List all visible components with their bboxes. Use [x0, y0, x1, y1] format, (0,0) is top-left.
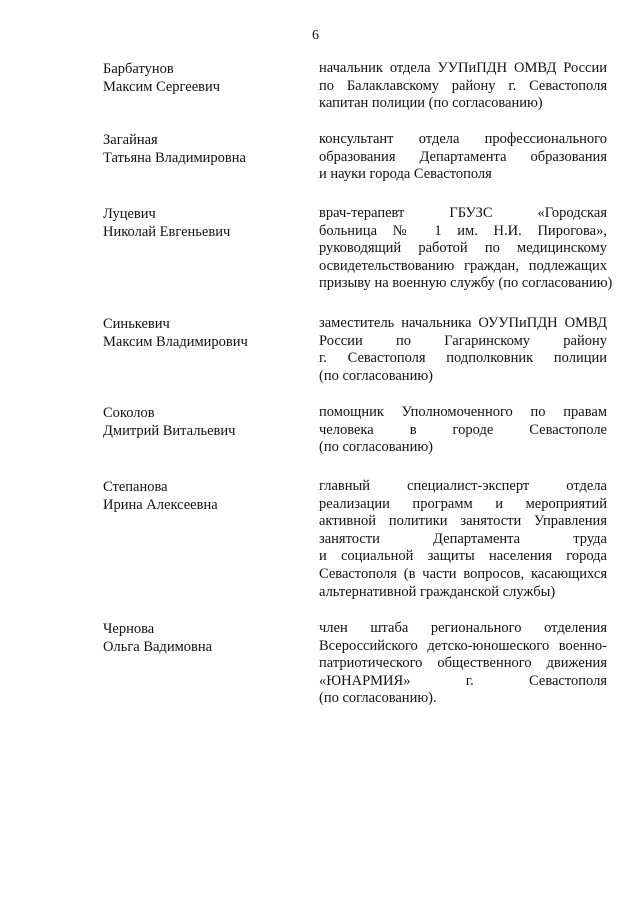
position-line: призыву на военную службу (по согласованию): [319, 275, 613, 292]
member-surname: Соколов: [103, 405, 155, 421]
position-line: занятости Департамента труда: [319, 530, 607, 547]
position-line: член штаба регионального отделения: [319, 620, 607, 636]
member-surname: Луцевич: [103, 206, 156, 222]
position-line: по Балаклавскому району г. Севастополя: [319, 77, 607, 94]
position-line: помощник Уполномоченного по правам: [319, 404, 607, 420]
page-number: 6: [312, 28, 319, 43]
position-line: образования Департамента образования: [319, 148, 607, 165]
position-line: (по согласованию).: [319, 690, 437, 707]
position-line: консультант отдела профессионального: [319, 131, 607, 147]
position-line: патриотического общественного движения: [319, 655, 607, 672]
member-given-names: Максим Сергеевич: [103, 79, 221, 95]
member-name: [103, 60, 303, 96]
member-surname: Загайная: [103, 132, 158, 148]
member-surname: Барбатунов: [103, 61, 174, 77]
member-position: [319, 60, 607, 113]
position-line: и социальной защиты населения города: [319, 548, 607, 565]
position-line: и науки города Севастополя: [319, 166, 492, 183]
member-name: [103, 315, 303, 351]
member-given-names: Дмитрий Витальевич: [103, 423, 236, 439]
position-line: Севастополя (в части вопросов, касающихся: [319, 565, 607, 582]
member-given-names: Ольга Вадимовна: [103, 639, 213, 655]
member-name: [103, 404, 303, 440]
position-line: главный специалист-эксперт отдела: [319, 478, 607, 494]
member-given-names: Максим Владимирович: [103, 334, 248, 350]
member-name: [103, 131, 303, 167]
position-line: альтернативной гражданской службы): [319, 583, 556, 600]
member-surname: Чернова: [103, 621, 155, 637]
position-line: руководящий работой по медицинскому: [319, 240, 607, 257]
position-line: активной политики занятости Управления: [319, 513, 607, 530]
position-line: заместитель начальника ОУУПиПДН ОМВД: [319, 315, 607, 331]
position-line: врач-терапевт ГБУЗС «Городская: [319, 205, 607, 221]
member-position: [319, 315, 607, 385]
position-line: капитан полиции (по согласованию): [319, 95, 543, 112]
position-line: реализации программ и мероприятий: [319, 495, 607, 512]
member-name: [103, 478, 303, 514]
position-line: (по согласованию): [319, 439, 433, 456]
member-given-names: Николай Евгеньевич: [103, 224, 231, 240]
position-line: больница № 1 им. Н.И. Пирогова»,: [319, 222, 607, 239]
position-line: освидетельствованию граждан, подлежащих: [319, 257, 607, 274]
member-name: [103, 620, 303, 656]
position-line: человека в городе Севастополе: [319, 421, 607, 438]
member-surname: Синькевич: [103, 316, 170, 332]
member-position: [319, 205, 613, 293]
member-position: [319, 131, 607, 184]
member-given-names: Татьяна Владимировна: [103, 150, 246, 166]
member-position: [319, 620, 607, 708]
member-name: [103, 205, 303, 241]
member-position: [319, 478, 607, 601]
position-line: Всероссийского детско-юношеского военно-: [319, 637, 607, 654]
member-position: [319, 404, 607, 457]
member-given-names: Ирина Алексеевна: [103, 497, 218, 513]
member-surname: Степанова: [103, 479, 168, 495]
position-line: г. Севастополя подполковник полиции: [319, 350, 607, 367]
position-line: (по согласованию): [319, 367, 433, 384]
position-line: России по Гагаринскому району: [319, 332, 607, 349]
position-line: «ЮНАРМИЯ» г. Севастополя: [319, 672, 607, 689]
position-line: начальник отдела УУПиПДН ОМВД России: [319, 60, 607, 76]
